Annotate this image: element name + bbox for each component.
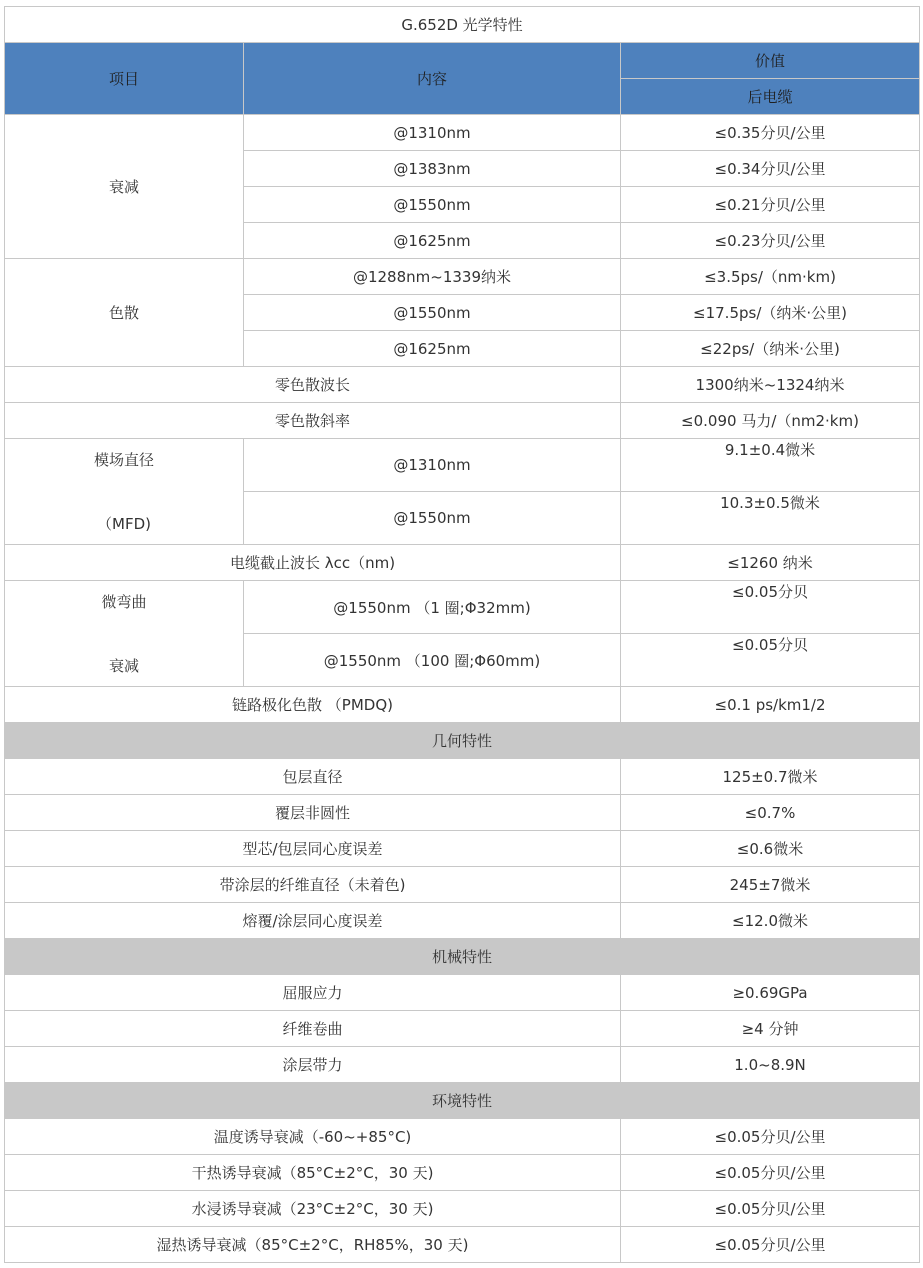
section-row [5,1083,920,1119]
table-row [5,1047,920,1083]
mfd-label-line1: 模场直径 [93,451,154,469]
table-cell: ≤0.05分贝/公里 [621,1227,920,1263]
table-row [5,403,920,439]
table-row [5,1011,920,1047]
table-row [5,759,920,795]
section-title-geometry: 几何特性 [5,723,920,759]
table-cell: 屈服应力 [5,975,621,1011]
mfd-label [5,439,244,545]
table-cell: @1550nm [244,492,621,545]
zero-slope-label: 零色散斜率 [5,403,621,439]
table-title-row [5,7,920,43]
table-row [5,367,920,403]
table-row [5,259,920,295]
header-value: 价值 [621,43,920,79]
spec-table [4,6,920,1263]
table-cell: 带涂层的纤维直径（未着色) [5,867,621,903]
microbend-label [5,581,244,687]
table-cell: ≤3.5ps/（nm·km) [621,259,920,295]
table-cell: @1625nm [244,223,621,259]
table-row [5,903,920,939]
table-row [5,831,920,867]
table-row [5,1155,920,1191]
pmd-value: ≤0.1 ps/km1/2 [621,687,920,723]
table-cell: @1310nm [244,439,621,492]
dispersion-label: 色散 [5,259,244,367]
table-cell: 245±7微米 [621,867,920,903]
header-content: 内容 [244,43,621,115]
table-row [5,1191,920,1227]
mfd-label-line2: （MFD) [97,515,151,533]
microbend-label-line2: 衰减 [108,657,139,675]
header-row [5,43,920,79]
table-cell: 型芯/包层同心度误差 [5,831,621,867]
table-row [5,115,920,151]
table-cell: 纤维卷曲 [5,1011,621,1047]
table-cell: ≤0.6微米 [621,831,920,867]
table-cell: 水浸诱导衰减（23°C±2°C，30 天) [5,1191,621,1227]
microbend-label-line1: 微弯曲 [101,593,147,611]
table-row [5,795,920,831]
section-row [5,939,920,975]
table-cell: ≤22ps/（纳米·公里) [621,331,920,367]
table-cell: @1550nm [244,295,621,331]
table-cell: 涂层带力 [5,1047,621,1083]
table-cell: ≤0.34分贝/公里 [621,151,920,187]
table-cell: ≤0.05分贝/公里 [621,1119,920,1155]
table-cell: 9.1±0.4微米 [621,439,920,492]
table-cell: ≥0.69GPa [621,975,920,1011]
header-sub-value: 后电缆 [621,79,920,115]
cutoff-value: ≤1260 纳米 [621,545,920,581]
table-cell: ≤0.23分贝/公里 [621,223,920,259]
section-row [5,723,920,759]
table-row [5,1119,920,1155]
table-cell: ≤0.05分贝 [621,581,920,634]
table-row [5,867,920,903]
table-cell: 10.3±0.5微米 [621,492,920,545]
table-cell: 温度诱导衰减（-60~+85°C) [5,1119,621,1155]
section-title-mechanical: 机械特性 [5,939,920,975]
table-cell: ≤0.05分贝 [621,634,920,687]
table-cell: 熔覆/涂层同心度误差 [5,903,621,939]
table-cell: 125±0.7微米 [621,759,920,795]
table-title: G.652D 光学特性 [5,7,920,43]
table-cell: 干热诱导衰减（85°C±2°C，30 天) [5,1155,621,1191]
table-cell: ≤0.05分贝/公里 [621,1155,920,1191]
table-cell: ≤0.21分贝/公里 [621,187,920,223]
table-cell: 包层直径 [5,759,621,795]
table-cell: 湿热诱导衰减（85°C±2°C，RH85%，30 天) [5,1227,621,1263]
table-cell: ≤0.35分贝/公里 [621,115,920,151]
table-cell: @1550nm （100 圈;Φ60mm) [244,634,621,687]
table-row [5,687,920,723]
attenuation-label: 衰减 [5,115,244,259]
table-cell: @1310nm [244,115,621,151]
zero-wavelength-label: 零色散波长 [5,367,621,403]
table-row [5,1227,920,1263]
table-cell: 1.0~8.9N [621,1047,920,1083]
header-item: 项目 [5,43,244,115]
table-row [5,975,920,1011]
table-cell: ≤0.7% [621,795,920,831]
table-row [5,439,920,492]
table-cell: ≤12.0微米 [621,903,920,939]
table-cell: @1383nm [244,151,621,187]
table-cell: @1550nm （1 圈;Φ32mm) [244,581,621,634]
table-cell: @1550nm [244,187,621,223]
table-cell: ≤0.05分贝/公里 [621,1191,920,1227]
table-cell: @1625nm [244,331,621,367]
zero-wavelength-value: 1300纳米~1324纳米 [621,367,920,403]
table-cell: ≥4 分钟 [621,1011,920,1047]
table-cell: 覆层非圆性 [5,795,621,831]
table-row [5,581,920,634]
table-row [5,545,920,581]
zero-slope-value: ≤0.090 马力/（nm2·km) [621,403,920,439]
cutoff-label: 电缆截止波长 λcc（nm) [5,545,621,581]
section-title-environment: 环境特性 [5,1083,920,1119]
table-cell: @1288nm~1339纳米 [244,259,621,295]
pmd-label: 链路极化色散 （PMDQ) [5,687,621,723]
table-cell: ≤17.5ps/（纳米·公里) [621,295,920,331]
